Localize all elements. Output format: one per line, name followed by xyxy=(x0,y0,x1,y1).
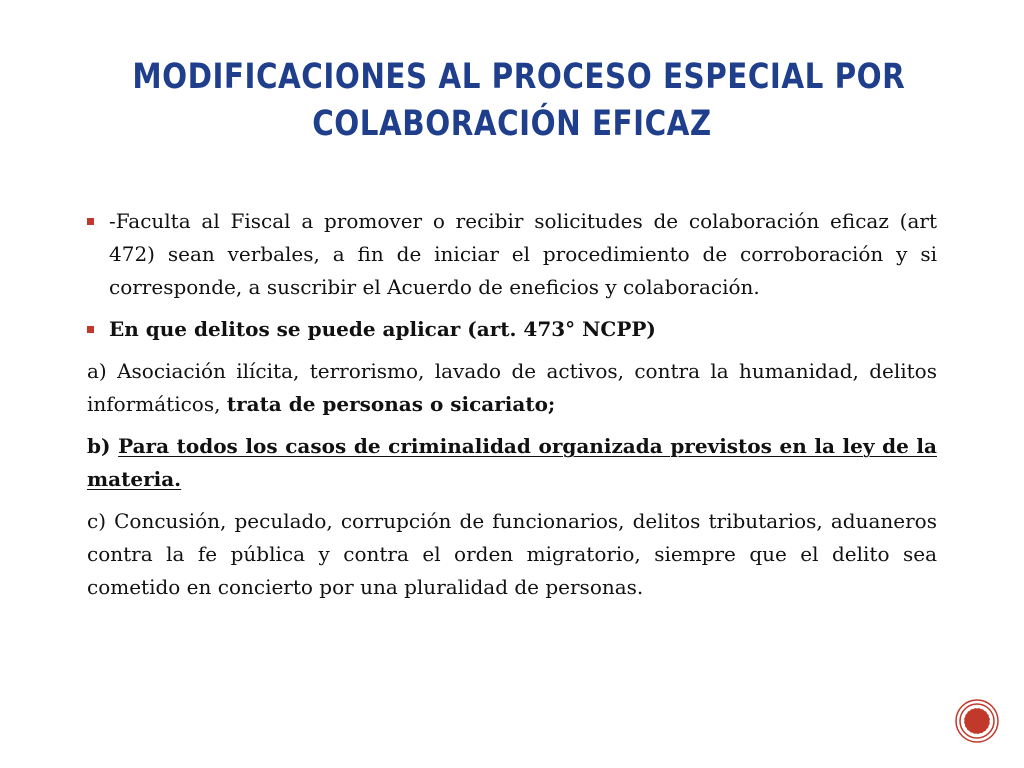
title-line-1: MODIFICACIONES AL PROCESO ESPECIAL POR xyxy=(132,57,906,97)
item-a-text: a) Asociación ilícita, terrorismo, lavado de activos, contra la humanidad, delitos informáticos, xyxy=(87,359,937,416)
item-a-bold: trata de personas o sicariato; xyxy=(226,392,556,416)
slide-body xyxy=(87,205,937,613)
item-b-prefix: b) xyxy=(87,434,119,458)
slide-title xyxy=(132,54,906,148)
circular-logo-icon xyxy=(955,699,999,743)
bullet-text: En que delitos se puede aplicar (art. 473° NCPP) xyxy=(109,317,656,341)
item-c: c) Concusión, peculado, corrupción de funcionarios, delitos tributarios, aduaneros contra la fe pública y contra el orden migratorio, siempre que el delito sea cometido en concierto por una pluralidad de personas. xyxy=(87,509,937,599)
bullet-item-faculta xyxy=(87,205,937,304)
square-bullet-icon xyxy=(87,218,94,225)
item-b xyxy=(87,430,937,496)
square-bullet-icon xyxy=(87,326,94,333)
item-b-underlined: Para todos los casos de criminalidad organizada previstos en la ley de la materia. xyxy=(87,434,937,491)
bullet-item-delitos xyxy=(87,313,937,346)
item-a xyxy=(87,355,937,421)
title-line-2: COLABORACIÓN EFICAZ xyxy=(312,104,712,144)
bullet-text: -Faculta al Fiscal a promover o recibir solicitudes de colaboración eficaz (art 472) sean verbales, a fin de iniciar el procedimiento de corroboración y si corresponde, a suscribir el Acuerdo de eneficios y colaboración. xyxy=(109,209,937,299)
